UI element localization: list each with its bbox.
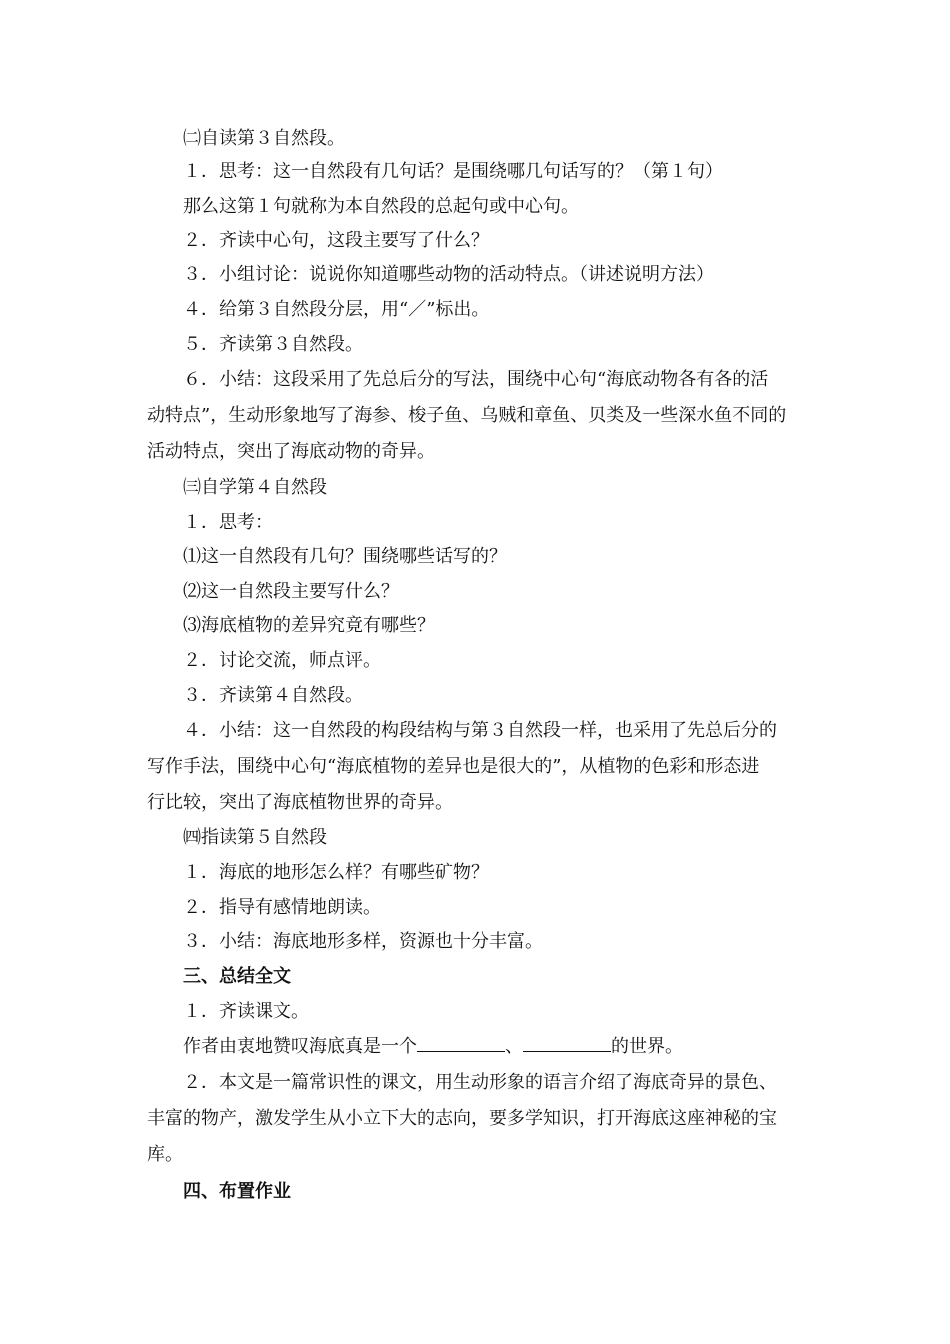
sub-question: ⑴这一自然段有几句？围绕哪些话写的？: [183, 546, 507, 567]
fill-in-blank: [417, 1035, 505, 1052]
summary-line: ４．小结：这一自然段的构段结构与第３自然段一样，也采用了先总后分的: [183, 720, 777, 741]
list-item: ３．小结：海底地形多样，资源也十分丰富。: [183, 931, 543, 952]
summary-line: ６．小结：这段采用了先总后分的写法，围绕中心句“海底动物各有各的活: [183, 369, 769, 390]
fill-in-text-end: 的世界。: [611, 1036, 683, 1057]
list-item: ２．讨论交流，师点评。: [183, 650, 381, 671]
section-heading-4: ㈣指读第５自然段: [183, 827, 327, 848]
paragraph-line: ２．本文是一篇常识性的课文，用生动形象的语言介绍了海底奇异的景色、: [183, 1072, 777, 1093]
list-item: ５．齐读第３自然段。: [183, 334, 363, 355]
heading-homework: 四、布置作业: [183, 1181, 291, 1202]
question-item: １．思考：: [183, 512, 273, 533]
heading-summary-text: 三、总结全文: [183, 966, 291, 987]
fill-in-blank-line: [183, 1035, 863, 1059]
summary-line: 行比较，突出了海底植物世界的奇异。: [147, 792, 453, 813]
summary-line: 写作手法，围绕中心句“海底植物的差异也是很大的”，从植物的色彩和形态进: [147, 756, 760, 777]
question-item: １．思考：这一自然段有几句话？是围绕哪几句话写的？（第１句）: [183, 161, 723, 182]
summary-line: 动特点”，生动形象地写了海参、梭子鱼、乌贼和章鱼、贝类及一些深水鱼不同的: [147, 405, 787, 426]
sub-question: ⑵这一自然段主要写什么？: [183, 581, 399, 602]
list-item: ４．给第３自然段分层，用“／”标出。: [183, 299, 490, 320]
separator-text: 、: [505, 1036, 523, 1057]
paragraph-line: 库。: [147, 1144, 183, 1165]
list-item: ３．齐读第４自然段。: [183, 685, 363, 706]
list-item: ３．小组讨论：说说你知道哪些动物的活动特点。（讲述说明方法）: [183, 264, 714, 285]
list-item: １．齐读课文。: [183, 1001, 309, 1022]
sub-question: ⑶海底植物的差异究竟有哪些？: [183, 615, 435, 636]
fill-in-text-start: 作者由衷地赞叹海底真是一个: [183, 1036, 417, 1057]
summary-line: 活动特点，突出了海底动物的奇异。: [147, 441, 435, 462]
paragraph-line: 丰富的物产，激发学生从小立下大的志向，要多学知识，打开海底这座神秘的宝: [147, 1108, 777, 1129]
section-heading-2: ㈡自读第３自然段。: [183, 128, 345, 149]
paragraph-line: 那么这第１句就称为本自然段的总起句或中心句。: [183, 196, 579, 217]
list-item: ２．齐读中心句，这段主要写了什么？: [183, 230, 489, 251]
section-heading-3: ㈢自学第４自然段: [183, 477, 327, 498]
list-item: １．海底的地形怎么样？有哪些矿物？: [183, 862, 489, 883]
list-item: ２．指导有感情地朗读。: [183, 897, 381, 918]
fill-in-blank: [523, 1035, 611, 1052]
